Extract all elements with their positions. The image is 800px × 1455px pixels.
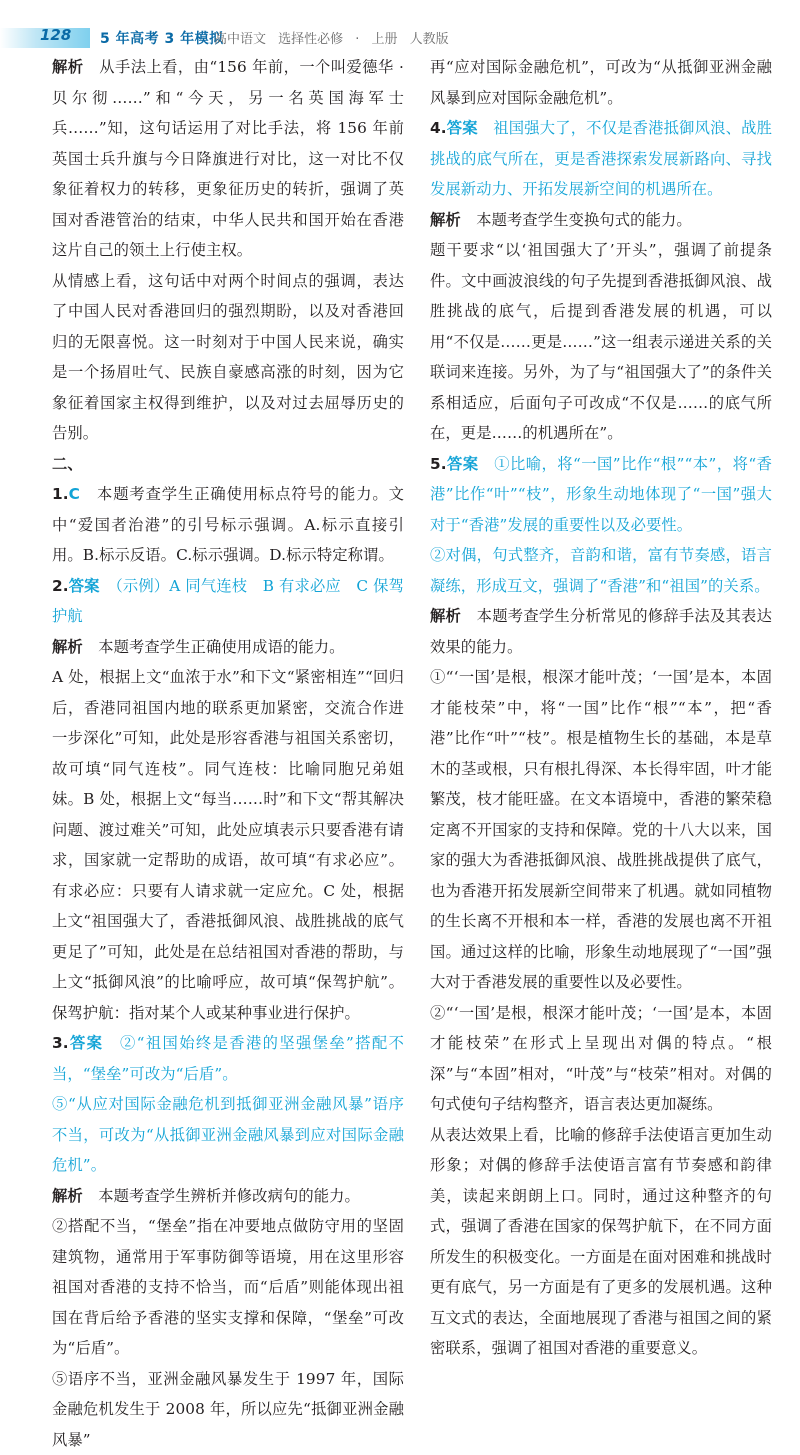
question-5-body-2: ②“‘一国’是根，根深才能叶茂；‘一国’是本，本固才能枝荣”在形式上呈现出对偶的特点。“根深”与“本固”相对，“叶茂”与“枝荣”相对。对偶的句式使句子结构整齐，语言表达更加凝练。 [430,998,772,1120]
left-column [52,52,404,1455]
page-number: 128 [40,26,71,44]
question-3-body-1: ②搭配不当，“堡垒”指在冲要地点做防守用的坚固建筑物，通常用于军事防御等语境，用在这里形容祖国对香港的支持不恰当，而“后盾”则能体现出祖国在背后给予香港的坚实支撑和保障，“堡垒”可改为“后盾”。 [52,1211,404,1364]
question-3-answer-2: ⑤“从应对国际金融危机到抵御亚洲金融风暴”语序不当，可改为“从抵御亚洲金融风暴到应对国际金融危机”。 [52,1089,404,1181]
emotion-paragraph: 从情感上看，这句话中对两个时间点的强调，表达了中国人民对香港回归的强烈期盼，以及对香港回归的无限喜悦。这一时刻对于中国人民来说，确实是一个扬眉吐气、民族自豪感高涨的时刻，因为它象征着国家主权得到维护，以及对过去屈辱历史的告别。 [52,266,404,449]
analysis-text: 从手法上看，由“156 年前，一个叫爱德华 · 贝尔彻……”和“今天，另一名英国海军士兵……”知，这句话运用了对比手法，将 156 年前英国士兵升旗与今日降旗进行对比，这一对比不仅象征着权力的转移，更象征历史的转折，强调了英国对香港管治的结束，中华人民共和国开始在香港这片自己的领土上行使主权。 [52,58,404,259]
question-1: 1.C 本题考查学生正确使用标点符号的能力。文中“爱国者治港”的引号标示强调。A.标示直接引用。B.标示反语。C.标示强调。D.标示特定称谓。 [52,479,404,571]
question-5-answer: 5.答案 ①比喻，将“一国”比作“根”“本”，将“香港”比作“叶”“枝”，形象生动地体现了“一国”强大对于“香港”发展的重要性以及必要性。 [430,449,772,541]
section-heading: 二、 [52,449,404,480]
question-5-body-1: ①“‘一国’是根，根深才能叶茂；‘一国’是本，本固才能枝荣”中，将“一国”比作“根”“本”，把“香港”比作“叶”“枝”。根是植物生长的基础，本是草木的茎或根，只有根扎得深、本长得牢固，叶才能繁茂，枝才能旺盛。在文本语境中，香港的繁荣稳定离不开国家的支持和保障。党的十八大以来，国家的强大为香港抵御风浪、战胜挑战提供了底气，也为香港开拓发展新空间带来了机遇。就如同植物的生长离不开根和本一样，香港的发展也离不开祖国。通过这样的比喻，形象生动地展现了“一国”强大对于香港发展的重要性以及必要性。 [430,662,772,998]
question-5-analysis: 解析 本题考查学生分析常见的修辞手法及其表达效果的能力。 [430,601,772,662]
book-title: 5 年高考 3 年模拟 [100,28,224,48]
question-3-answer: 3.答案 ②“祖国始终是香港的坚强堡垒”搭配不当，“堡垒”可改为“后盾”。 [52,1028,404,1089]
right-column [430,52,772,1364]
question-2-body: A 处，根据上文“血浓于水”和下文“紧密相连”“回归后，香港同祖国内地的联系更加紧密，交流合作进一步深化”可知，此处是形容香港与祖国关系密切，故可填“同气连枝”。同气连枝：比喻同胞兄弟姐妹。B 处，根据上文“每当……时”和下文“帮其解决问题、渡过难关”可知，此处应填表示只要香港有请求，国家就一定帮助的成语，故可填“有求必应”。有求必应：只要有人请求就一定应允。C 处，根据上文“祖国强大了，香港抵御风浪、战胜挑战的底气更足了”可知，此处是在总结祖国对香港的帮助，与上文“抵御风浪”的比喻呼应，故可填“保驾护航”。保驾护航：指对某个人或某种事业进行保护。 [52,662,404,1028]
question-4-body: 题干要求“以‘祖国强大了’开头”，强调了前提条件。文中画波浪线的句子先提到香港抵御风浪、战胜挑战的底气，后提到香港发展的机遇，可以用“不仅是……更是……”这一组表示递进关系的关联词来连接。另外，为了与“祖国强大了”的条件关系相适应，后面句子可改成“不仅是……的底气所在，更是……的机遇所在”。 [430,235,772,449]
book-subtitle: 高中语文 选择性必修 · 上册 人教版 [214,28,449,47]
analysis-label: 解析 [52,58,83,76]
question-3-continued: 再“应对国际金融危机”，可改为“从抵御亚洲金融风暴到应对国际金融危机”。 [430,52,772,113]
question-2-answer: 2.答案 （示例）A 同气连枝 B 有求必应 C 保驾护航 [52,571,404,632]
question-5-answer-2: ②对偶，句式整齐，音韵和谐，富有节奏感，语言凝练，形成互文，强调了“香港”和“祖国”的关系。 [430,540,772,601]
answer-choice: C [69,485,80,503]
question-4-answer: 4.答案 祖国强大了，不仅是香港抵御风浪、战胜挑战的底气所在，更是香港探索发展新路向、寻找发展新动力、开拓发展新空间的机遇所在。 [430,113,772,205]
question-3-body-2: ⑤语序不当，亚洲金融风暴发生于 1997 年，国际金融危机发生于 2008 年，所以应先“抵御亚洲金融风暴” [52,1364,404,1455]
page-header [0,24,800,48]
question-5-body-3: 从表达效果上看，比喻的修辞手法使语言更加生动形象；对偶的修辞手法使语言富有节奏感和韵律美，读起来朗朗上口。同时，通过这种整齐的句式，强调了香港在国家的保驾护航下，在不同方面所发生的积极变化。一方面是在面对困难和挑战时更有底气，另一方面是有了更多的发展机遇。这种互文式的表达，全面地展现了香港与祖国之间的紧密联系，强调了祖国对香港的重要意义。 [430,1120,772,1364]
question-3-analysis: 解析 本题考查学生辨析并修改病句的能力。 [52,1181,404,1212]
analysis-paragraph [52,52,404,266]
question-2-analysis: 解析 本题考查学生正确使用成语的能力。 [52,632,404,663]
question-4-analysis: 解析 本题考查学生变换句式的能力。 [430,205,772,236]
